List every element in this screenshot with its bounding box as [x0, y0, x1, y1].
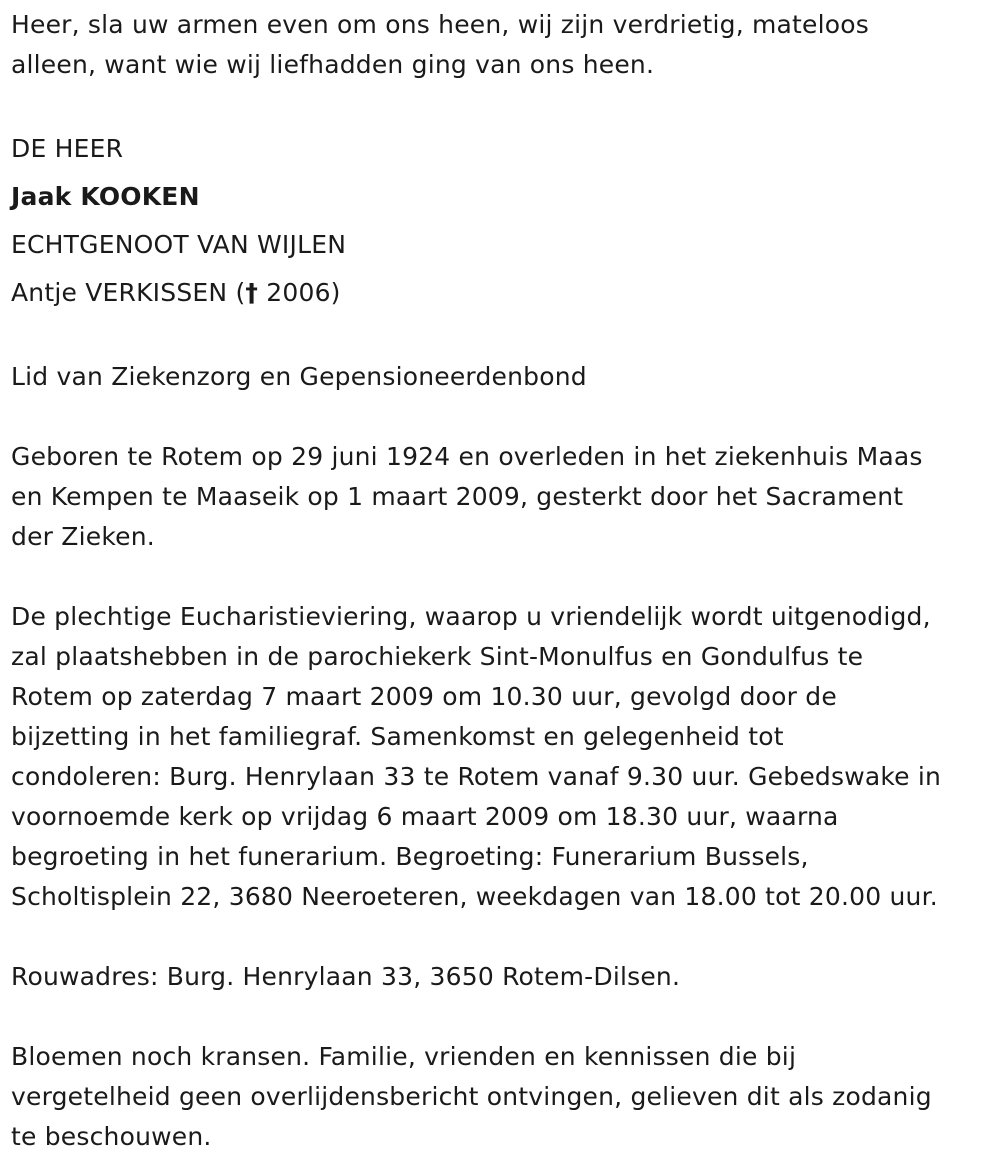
- paragraph-line: condoleren: Burg. Henrylaan 33 te Rotem vanaf 9.30 uur. Gebedswake in: [11, 762, 942, 791]
- mourning-address: Rouwadres: Burg. Henrylaan 33, 3650 Rotem-Dilsen.: [11, 962, 681, 991]
- paragraph-line: bijzetting in het familiegraf. Samenkomst en gelegenheid tot: [11, 722, 784, 751]
- opening-verse-line: alleen, want wie wij liefhadden ging van ons heen.: [11, 50, 655, 79]
- closing-note: [11, 1037, 1000, 1157]
- spouse-death-year: 2006): [258, 278, 341, 307]
- spacer: [11, 557, 1000, 597]
- spacer: [11, 317, 1000, 357]
- paragraph-line: Bloemen noch kransen. Familie, vrienden en kennissen die bij: [11, 1042, 797, 1071]
- spacer: [11, 997, 1000, 1037]
- deceased-relation: ECHTGENOOT VAN WIJLEN: [11, 230, 347, 259]
- paragraph-line: te beschouwen.: [11, 1122, 212, 1151]
- paragraph-line: Geboren te Rotem op 29 juni 1924 en overleden in het ziekenhuis Maas: [11, 442, 923, 471]
- ceremony-paragraph: [11, 597, 1000, 917]
- spacer: [11, 85, 1000, 125]
- birth-death-paragraph: [11, 437, 1000, 557]
- deceased-name: Jaak KOOKEN: [11, 182, 200, 211]
- membership-line: Lid van Ziekenzorg en Gepensioneerdenbond: [11, 362, 587, 391]
- spacer: [11, 397, 1000, 437]
- paragraph-line: zal plaatshebben in de parochiekerk Sint-Monulfus en Gondulfus te: [11, 642, 864, 671]
- paragraph-line: en Kempen te Maaseik op 1 maart 2009, gesterkt door het Sacrament: [11, 482, 904, 511]
- deceased-title: DE HEER: [11, 134, 124, 163]
- paragraph-line: vergetelheid geen overlijdensbericht ontvingen, gelieven dit als zodanig: [11, 1082, 932, 1111]
- paragraph-line: voornoemde kerk op vrijdag 6 maart 2009 om 18.30 uur, waarna: [11, 802, 839, 831]
- paragraph-line: De plechtige Eucharistieviering, waarop u vriendelijk wordt uitgenodigd,: [11, 602, 931, 631]
- paragraph-line: Rotem op zaterdag 7 maart 2009 om 10.30 uur, gevolgd door de: [11, 682, 837, 711]
- paragraph-line: der Zieken.: [11, 522, 155, 551]
- cross-icon: †: [245, 278, 259, 307]
- opening-verse: [11, 5, 1000, 85]
- deceased-block: [11, 125, 1000, 317]
- spacer: [11, 917, 1000, 957]
- paragraph-line: begroeting in het funerarium. Begroeting: Funerarium Bussels,: [11, 842, 809, 871]
- paragraph-line: Scholtisplein 22, 3680 Neeroeteren, weekdagen van 18.00 tot 20.00 uur.: [11, 882, 938, 911]
- spouse-name: Antje VERKISSEN (: [11, 278, 246, 307]
- opening-verse-line: Heer, sla uw armen even om ons heen, wij zijn verdrietig, mateloos: [11, 10, 869, 39]
- spouse-line: [11, 269, 1000, 317]
